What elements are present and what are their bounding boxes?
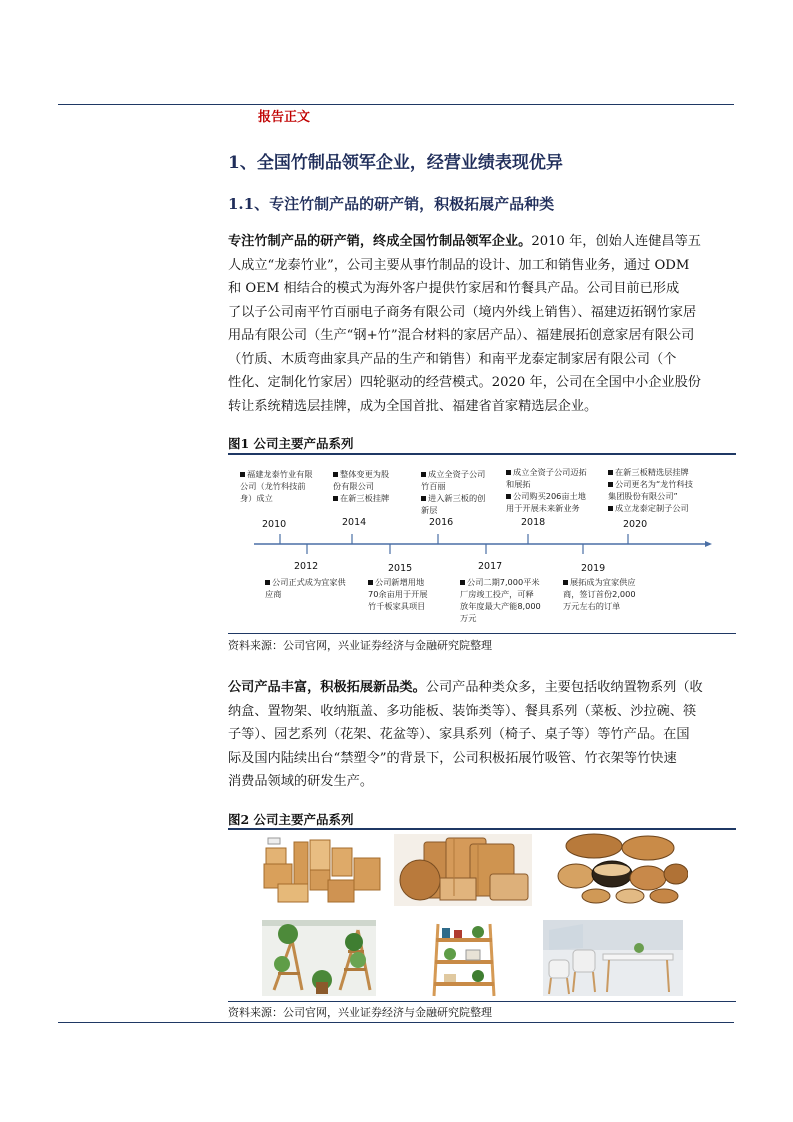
note-2010 [240, 468, 332, 504]
year-2014: 2014 [342, 517, 367, 528]
header-rule [58, 104, 734, 105]
photo-cutting-boards [394, 834, 532, 906]
year-2010: 2010 [262, 519, 287, 530]
bullet-square-icon [368, 580, 373, 585]
note-line: 和展拓 [506, 479, 531, 489]
note-2017 [460, 576, 560, 624]
bullet-square-icon [240, 472, 245, 477]
paragraph-company-intro [228, 230, 718, 418]
figure-1-bottom-rule [228, 633, 736, 634]
photo-plant-stands [262, 920, 376, 996]
bullet-square-icon [608, 470, 613, 475]
year-2016: 2016 [429, 517, 454, 528]
note-line: 公司二期7,000平米 [467, 577, 540, 587]
note-2018 [506, 466, 602, 514]
note-line: 成立龙泰定制子公司 [615, 503, 689, 513]
para1-line: 了以子公司南平竹百丽电子商务有限公司（境内外线上销售）、福建迈拓钢竹家居 [228, 304, 697, 320]
bullet-square-icon [421, 472, 426, 477]
note-line: 成立全资子公司 [428, 469, 486, 479]
year-2017: 2017 [478, 561, 503, 572]
note-line: 身）成立 [240, 493, 273, 503]
note-line: 新层 [421, 505, 438, 515]
note-line: 万元 [460, 613, 477, 623]
para1-line: 用品有限公司（生产“钢+竹”混合材料的家居产品）、福建展拓创意家居有限公司 [228, 328, 695, 343]
bullet-square-icon [421, 496, 426, 501]
shelf-image [428, 920, 500, 998]
para2-line: 公司产品种类众多，主要包括收纳置物系列（收 [425, 680, 703, 695]
note-2012 [265, 576, 365, 600]
figure-2-source: 资料来源：公司官网，兴业证券经济与金融研究院整理 [228, 1006, 492, 1019]
note-2020 [608, 466, 718, 514]
para1-line: 性化、定制化竹家居）四轮驱动的经营模式。2020 年，公司在全国中小企业股份 [228, 375, 701, 390]
photo-bamboo-bowls [556, 830, 688, 904]
note-line: 放年度最大产能8,000 [460, 601, 541, 611]
note-line: 70余亩用于开展 [368, 589, 428, 599]
note-line: 在新三板挂牌 [340, 493, 390, 503]
bullet-square-icon [608, 506, 613, 511]
para1-line: （竹质、木质弯曲家具产品的生产和销售）和南平龙泰定制家居有限公司（个 [228, 351, 677, 367]
note-line: 公司（龙竹科技前 [240, 481, 306, 491]
bullet-square-icon [506, 494, 511, 499]
bullet-square-icon [506, 470, 511, 475]
para2-line: 际及国内陆续出台“禁塑令”的背景下，公司积极拓展竹吸管、竹衣架等竹快速 [228, 750, 677, 766]
note-line: 在新三板精选层挂牌 [615, 467, 689, 477]
para1-line: 和 OEM 相结合的模式为海外客户提供竹家居和竹餐具产品。公司目前已形成 [228, 281, 680, 296]
note-line: 集团股份有限公司” [608, 491, 678, 501]
para1-line: 人成立“龙泰竹业”，公司主要从事竹制品的设计、加工和销售业务，通过 ODM [228, 257, 690, 273]
figure-1-source: 资料来源：公司官网，兴业证券经济与金融研究院整理 [228, 639, 492, 652]
photo-storage-boxes [258, 834, 384, 906]
note-line: 成立全资子公司迈拓 [513, 467, 587, 477]
note-line: 整体变更为股 [340, 469, 390, 479]
para1-line: 转让系统精选层挂牌，成为全国首批、福建省首家精选层企业。 [228, 398, 598, 414]
para2-line: 子等）、园艺系列（花架、花盆等）、家具系列（椅子、桌子等）等竹产品。在国 [228, 727, 690, 742]
year-2015: 2015 [388, 563, 413, 574]
note-2014 [333, 468, 413, 504]
note-line: 展拓成为宜家供应 [570, 577, 636, 587]
note-line: 商，签订首份2,000 [563, 589, 636, 599]
note-line: 福建龙泰竹业有限 [247, 469, 313, 479]
year-2020: 2020 [623, 519, 648, 530]
note-line: 厂房竣工投产，可释 [460, 589, 534, 599]
paragraph-product-range [228, 676, 718, 794]
year-2012: 2012 [294, 561, 319, 572]
section-1-title: 1、全国竹制品领军企业，经营业绩表现优异 [228, 153, 563, 173]
plant-stands-image [262, 920, 376, 996]
year-2018: 2018 [521, 517, 546, 528]
bullet-square-icon [265, 580, 270, 585]
bullet-square-icon [333, 496, 338, 501]
photo-dining-furniture [543, 920, 683, 996]
para2-lead: 公司产品丰富，积极拓展新品类。 [228, 680, 426, 695]
note-line: 竹百丽 [421, 481, 446, 491]
note-line: 公司新增用地 [375, 577, 425, 587]
bullet-square-icon [563, 580, 568, 585]
note-line: 用于开展未来新业务 [506, 503, 580, 513]
note-line: 竹千板家具项目 [368, 601, 426, 611]
timeline [228, 456, 736, 632]
note-line: 公司购买206亩土地 [513, 491, 586, 501]
note-2015 [368, 576, 458, 612]
figure-2-bottom-rule [228, 1001, 736, 1002]
figure-2-title: 图2 公司主要产品系列 [228, 812, 354, 827]
bullet-square-icon [460, 580, 465, 585]
para2-line: 纳盒、置物架、收纳瓶盖、多功能板、装饰类等）、餐具系列（菜板、沙拉碗、筷 [228, 703, 697, 719]
note-line: 份有限公司 [333, 481, 374, 491]
para1-lead: 专注竹制产品的研产销，终成全国竹制品领军企业。 [228, 234, 532, 249]
note-2019 [563, 576, 663, 612]
note-line: 进入新三板的创 [428, 493, 486, 503]
para1-line: 2010 年，创始人连健昌等五 [531, 234, 701, 249]
note-line: 万元左右的订单 [563, 601, 621, 611]
bullet-square-icon [608, 482, 613, 487]
figure-1-title: 图1 公司主要产品系列 [228, 436, 354, 451]
storage-boxes-image [258, 834, 384, 906]
dining-furniture-image [543, 920, 683, 996]
bowls-image [556, 830, 688, 904]
para2-line: 消费品领域的研发生产。 [228, 774, 374, 789]
note-line: 公司正式成为宜家供 [272, 577, 346, 587]
figure-1-top-rule [228, 453, 736, 455]
year-2019: 2019 [581, 563, 606, 574]
footer-rule [58, 1022, 734, 1023]
report-body-label: 报告正文 [258, 110, 311, 125]
cutting-boards-image [394, 834, 532, 906]
photo-bamboo-shelf [428, 920, 500, 998]
bullet-square-icon [333, 472, 338, 477]
note-line: 应商 [265, 589, 282, 599]
note-line: 公司更名为“龙竹科技 [615, 479, 693, 489]
section-1-1-title: 1.1、专注竹制产品的研产销，积极拓展产品种类 [228, 195, 555, 213]
note-2016 [421, 468, 501, 516]
